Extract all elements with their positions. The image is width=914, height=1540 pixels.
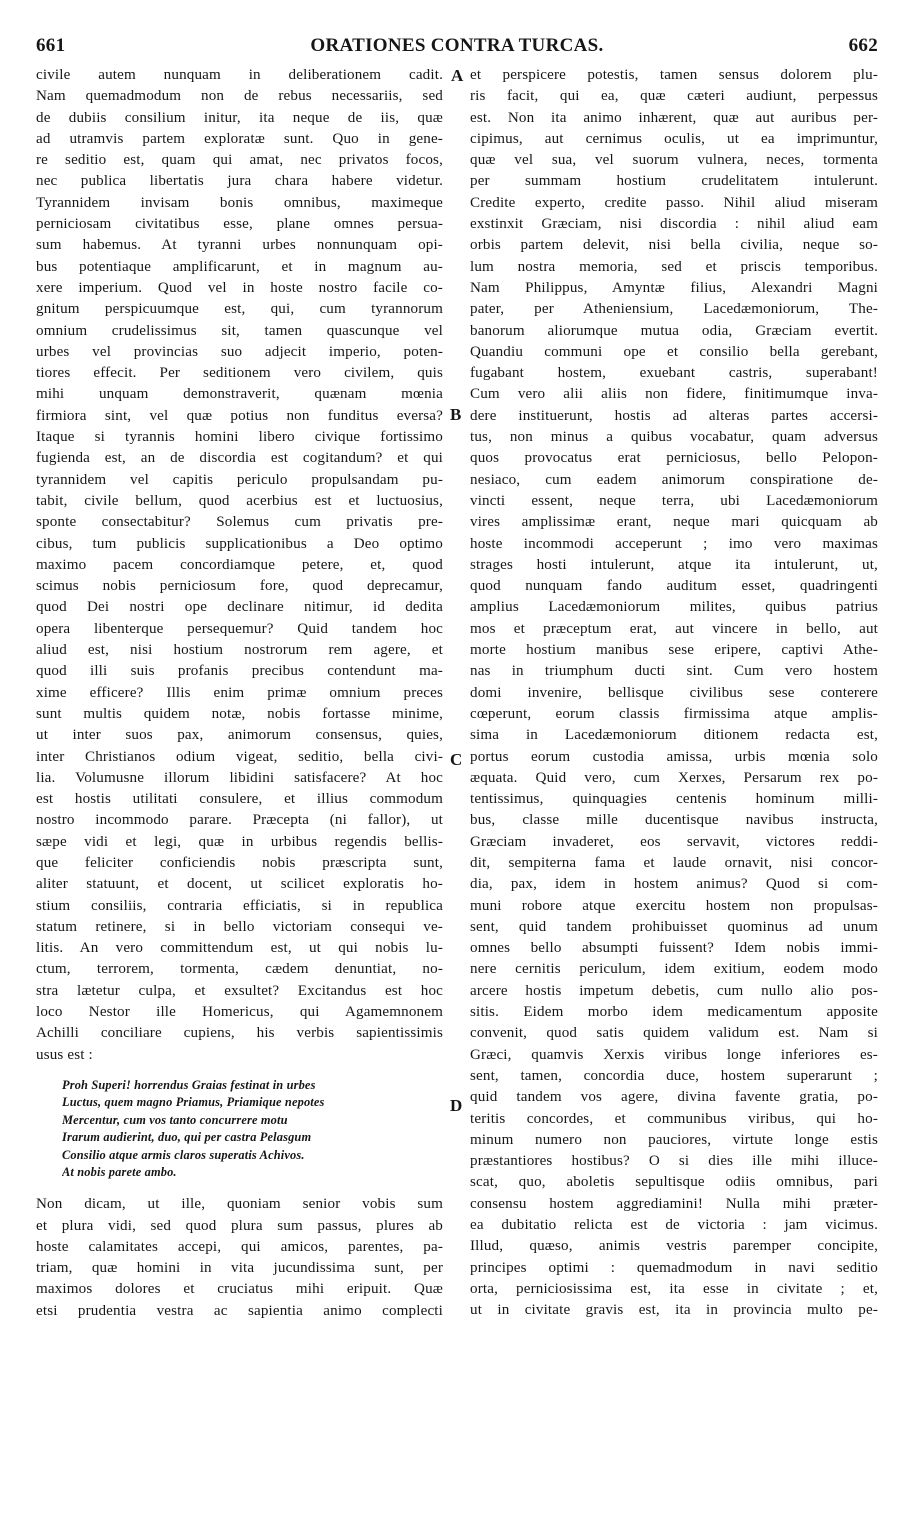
text-line: Credite experto, credite passo. Nihil aliud miseram bbox=[470, 194, 878, 211]
text-line: Achilli conciliare cupiens, his verbis sapientissimis bbox=[36, 1025, 443, 1042]
text-line: tus, non minus a quibus vocabatur, quam adversus bbox=[470, 429, 878, 446]
text-line: cipimus, aut cernimus oculis, ut ea imprimuntur, bbox=[470, 130, 878, 147]
text-line: morte hostium manibus sese eripere, captivi Athe- bbox=[470, 642, 878, 659]
text-line: sunt multis quidem notæ, nobis fortasse minime, bbox=[36, 705, 443, 722]
text-line: Nam Philippus, Amyntæ filius, Alexandri Magni bbox=[470, 279, 878, 296]
text-line: quod illi suis profanis precibus contendunt ma- bbox=[36, 663, 443, 680]
text-line: tiores effecit. Per seditionem vero civilem, quis bbox=[36, 365, 443, 382]
text-line: civile autem nunquam in deliberationem cadit. bbox=[36, 67, 443, 83]
text-line: dia, pax, idem in hostem animus? Quod si com- bbox=[470, 876, 878, 893]
text-line: domi invenire, bellisque civilibus sese conterere bbox=[470, 684, 878, 701]
text-line: portus eorum custodia amissa, urbis mœnia solo bbox=[470, 748, 878, 765]
text-line: loco Nestor ille Homericus, qui Agamemnonem bbox=[36, 1004, 443, 1021]
text-line: æquata. Quid vero, cum Xerxes, Persarum rex po- bbox=[470, 769, 878, 786]
verse-line: Mercentur, cum vos tanto concurrere motu bbox=[62, 1112, 288, 1127]
text-line: opera libenterque persequemur? Quid tandem hoc bbox=[36, 620, 443, 637]
text-line: sæpe vidi et legi, quæ in urbibus regendis bellis- bbox=[36, 833, 443, 850]
text-line: inter Christianos odium vigeat, seditio, bella civi- bbox=[36, 748, 443, 765]
text-line: bus potentiaque amplificarunt, et in magnum au- bbox=[36, 258, 443, 275]
text-line: principes optimi : quemadmodum in navi seditio bbox=[470, 1259, 878, 1276]
text-line: litis. An vero committendum est, ut qui nobis lu- bbox=[36, 940, 443, 957]
text-line: dit, sempiterna fama et laude ornavit, nisi concor- bbox=[470, 854, 878, 871]
text-line: sponte consectabitur? Solemus cum privatis pre- bbox=[36, 514, 443, 531]
text-line: tentissimus, quinquagies centenis hominum milli- bbox=[470, 791, 878, 808]
verse-line: Proh Superi! horrendus Graias festinat in urbes bbox=[62, 1077, 316, 1092]
text-line: lia. Volumusne illorum libidini satisfacere? At hoc bbox=[36, 769, 443, 786]
section-marker-c: C bbox=[450, 750, 463, 769]
text-line: quæ vel sua, vel suorum vulnera, neces, tormenta bbox=[470, 152, 878, 169]
text-line: nere cernitis periculum, idem exitium, eodem modo bbox=[470, 961, 878, 978]
text-line: nec publica libertatis jura chara habere videtur. bbox=[36, 173, 443, 190]
text-line: est. Non ita animo inhærent, quæ aut auribus per- bbox=[470, 109, 878, 126]
text-line: ad utramvis partem exploratæ sunt. Quo in gene- bbox=[36, 130, 443, 147]
verse-line: Luctus, quem magno Priamus, Priamique nepotes bbox=[62, 1095, 325, 1110]
verse-quotation bbox=[36, 1077, 443, 1181]
text-line: quod nunquam fando auditum esset, quadringenti bbox=[470, 578, 878, 595]
text-line: tabit, civile bellum, quod acerbius est et luctuosius, bbox=[36, 492, 443, 509]
section-marker-b: B bbox=[450, 405, 462, 424]
text-line: amplius Lacedæmoniorum milites, quibus patrius bbox=[470, 599, 878, 616]
text-line: et plura vidi, sed quod plura sum passus, plures ab bbox=[36, 1217, 443, 1234]
text-line: minum numero non pauciores, virtute longe estis bbox=[470, 1131, 878, 1148]
text-line: Cum vero alii aliis non fidere, finitimumque inva- bbox=[470, 386, 878, 403]
text-line: orbis partem delevit, nisi bella civilia, neque so- bbox=[470, 237, 878, 254]
text-line: est hostis utilitati consulere, et illius commodum bbox=[36, 791, 443, 808]
text-line: orta, perniciosissima est, ita esse in civitate ; et, bbox=[470, 1280, 878, 1297]
text-line: præstantiores hostibus? O si dies ille mihi illuce- bbox=[470, 1153, 878, 1170]
text-line: vires amplissimæ erant, neque mari quicquam ab bbox=[470, 514, 878, 531]
text-line: xere imperium. Quod vel in hoste nostro facile co- bbox=[36, 279, 443, 296]
text-line: mos et præceptum erat, aut vincere in bello, aut bbox=[470, 620, 878, 637]
text-line: arcere hostis impetum debetis, cum nullo alio pos- bbox=[470, 982, 878, 999]
text-line: aliter statuunt, et docent, ut scilicet exploratis ho- bbox=[36, 876, 443, 893]
text-line: sent, quid tandem prohibuisset quominus ad unum bbox=[470, 918, 878, 935]
text-line: que feliciter conficiendis nobis præscripta sunt, bbox=[36, 854, 443, 871]
text-line: Græciam invaderet, eos servavit, victores reddi- bbox=[470, 833, 878, 850]
text-line: bus, classe mille ducentisque navibus instructa, bbox=[470, 812, 878, 829]
text-line: omnium crudelissimus sit, tamen quascunque vel bbox=[36, 322, 443, 339]
verse-line: Irarum audierint, duo, qui per castra Pelasgum bbox=[62, 1130, 312, 1145]
text-line: quod Dei nostri ope declinare nitimur, id dedita bbox=[36, 599, 443, 616]
text-line: quos provocatus erat perniciosus, bello Pelopon- bbox=[470, 450, 878, 467]
text-line: consensu hostem aggrediamini! Nulla mihi præter- bbox=[470, 1195, 878, 1212]
text-line: nostro incommodo parare. Præcepta (ni fallor), ut bbox=[36, 812, 443, 829]
text-line: fugienda est, an de discordia est cogitandum? et qui bbox=[36, 450, 443, 467]
text-line: firmiora sint, vel quæ potius non funditus eversa? bbox=[36, 407, 443, 424]
section-marker-a: A bbox=[451, 66, 464, 85]
verse-line: Consilio atque armis claros superatis Achivos. bbox=[62, 1147, 305, 1162]
text-line: Græci, quamvis Xerxis viribus longe inferiores es- bbox=[470, 1046, 878, 1063]
text-line: scimus nobis perniciosum fore, quod deprecamur, bbox=[36, 578, 443, 595]
text-line: gnitum perspicuumque est, qui, cum tyrannorum bbox=[36, 301, 443, 318]
text-line: Illud, quæso, animis vestris paremper concipite, bbox=[470, 1238, 878, 1255]
text-line: pater, per Atheniensium, Lacedæmoniorum, The- bbox=[470, 301, 878, 318]
text-line: tyrannidem vel capitis periculo propulsandam pu- bbox=[36, 471, 443, 488]
text-line: quid tandem vos agere, divina favente gratia, po- bbox=[470, 1089, 878, 1106]
text-line: ut inter suos pax, animorum consensus, quies, bbox=[36, 727, 443, 744]
text-line: muni robore atque exercitu hostem non propulsas- bbox=[470, 897, 878, 914]
text-line: sent, tamen, concordia duce, hostem superarunt ; bbox=[470, 1067, 878, 1084]
text-line: Quandiu communi ope et consilio bella gerebant, bbox=[470, 343, 878, 360]
text-line: omnes bello absumpti fuissent? Idem nobis immi- bbox=[470, 940, 878, 957]
text-line: ea dubitatio relicta est de victoria : jam vicimus. bbox=[470, 1217, 878, 1234]
left-column bbox=[36, 65, 443, 1322]
text-line: stra lætetur culpa, et exsultet? Excitandus est hoc bbox=[36, 982, 443, 999]
text-line: et perspicere potestis, tamen sensus dolorem plu- bbox=[470, 67, 878, 83]
text-line: dere instituerunt, hostis ad alteras partes accersi- bbox=[470, 407, 878, 424]
text-line: etsi prudentia vestra ac sapientia animo complecti bbox=[36, 1302, 443, 1319]
text-line: cœperunt, eorum classis firmissima atque amplis- bbox=[470, 705, 878, 722]
text-line: ctum, terrorem, tormenta, cædem denuntiat, no- bbox=[36, 961, 443, 978]
text-line: maximos dolores et cruciatus mihi eripuit. Quæ bbox=[36, 1281, 443, 1298]
text-line: nas in triumphum ducti sint. Cum vero hostem bbox=[470, 663, 878, 680]
text-line: Itaque si tyrannis homini libero civique fortissimo bbox=[36, 429, 443, 446]
text-line: re seditio est, quam qui amat, nec privatos focos, bbox=[36, 152, 443, 169]
text-line: statum retinere, si in bello victoriam consequi ve- bbox=[36, 918, 443, 935]
text-line: Tyrannidem invisam bonis omnibus, maximeque bbox=[36, 194, 443, 211]
text-line: triam, quæ homini in vita jucundissima sunt, per bbox=[36, 1260, 443, 1277]
text-line: maximo pacem concordiamque petere, et, quod bbox=[36, 556, 443, 573]
text-line: scat, quo, aboletis sepultisque odiis omnibus, pari bbox=[470, 1174, 878, 1191]
text-line: fugabant hostem, exuebant castris, superabant! bbox=[470, 365, 878, 382]
text-line: urbes vel provincias suo adjecit imperio, poten- bbox=[36, 343, 443, 360]
text-line: convenit, quod satis quidem validum est. Nam si bbox=[470, 1025, 878, 1042]
text-line: stium consiliis, contraria efficiatis, si in republica bbox=[36, 897, 443, 914]
text-line: sima in Lacedæmoniorum ditionem redacta est, bbox=[470, 727, 878, 744]
page-number-left: 661 bbox=[36, 35, 66, 56]
right-column-text bbox=[470, 65, 878, 1322]
text-line: cibus, tum publicis supplicationibus a Deo optimo bbox=[36, 535, 443, 552]
text-line: teritis concordes, et communibus viribus, qui ho- bbox=[470, 1110, 878, 1127]
page-header bbox=[36, 35, 878, 61]
verse-line: At nobis parete ambo. bbox=[62, 1164, 177, 1179]
right-column bbox=[470, 65, 878, 1322]
text-line: lum nostra memoria, sed et priscis temporibus. bbox=[470, 258, 878, 275]
text-line: per summam hostium crudelitatem intulerunt. bbox=[470, 173, 878, 190]
left-column-continuation bbox=[36, 1194, 443, 1322]
text-line: perniciosam civitatibus esse, plane omnes persua- bbox=[36, 216, 443, 233]
text-line: nesiaco, cum eadem animorum conspiratione de- bbox=[470, 471, 878, 488]
left-column-text bbox=[36, 65, 443, 1066]
text-line: Nam quemadmodum non de rebus necessariis, sed bbox=[36, 88, 443, 105]
text-line: hoste calamitates accepi, qui amicos, parentes, pa- bbox=[36, 1238, 443, 1255]
text-line: vincti essent, neque terra, ubi Lacedæmoniorum bbox=[470, 492, 878, 509]
text-line: sum habemus. At tyranni urbes nonnunquam opi- bbox=[36, 237, 443, 254]
running-title: ORATIONES CONTRA TURCAS. bbox=[310, 35, 604, 56]
text-line: exstinxit Græciam, nisi discordia : nihil aliud eam bbox=[470, 216, 878, 233]
text-line: strages hosti intulerunt, atque ita intulerunt, ut, bbox=[470, 556, 878, 573]
text-line: sitis. Eidem morbo idem medicamentum apposite bbox=[470, 1004, 878, 1021]
text-line: mihi unquam demonstraverit, quænam mœnia bbox=[36, 386, 443, 403]
text-line: ris facit, qui ea, quæ cæteri audiunt, perpessus bbox=[470, 88, 878, 105]
text-line: ut in civitate gravis est, ita in provincia multo pe- bbox=[470, 1302, 878, 1319]
text-line: de dubiis consilium initur, ita neque de iis, quæ bbox=[36, 109, 443, 126]
section-marker-d: D bbox=[450, 1096, 463, 1115]
text-line: banorum aliorumque mutua odia, Græciam evertit. bbox=[470, 322, 878, 339]
text-line: hoste incommodi acceperunt ; imo vero maximas bbox=[470, 535, 878, 552]
text-line: aliud est, nisi hostium nostrorum rem agere, et bbox=[36, 642, 443, 659]
text-line: usus est : bbox=[36, 1046, 93, 1063]
page-number-right: 662 bbox=[848, 35, 878, 56]
text-line: xime efficere? Illis enim primæ omnium preces bbox=[36, 684, 443, 701]
text-line: Non dicam, ut ille, quoniam senior vobis sum bbox=[36, 1196, 443, 1213]
